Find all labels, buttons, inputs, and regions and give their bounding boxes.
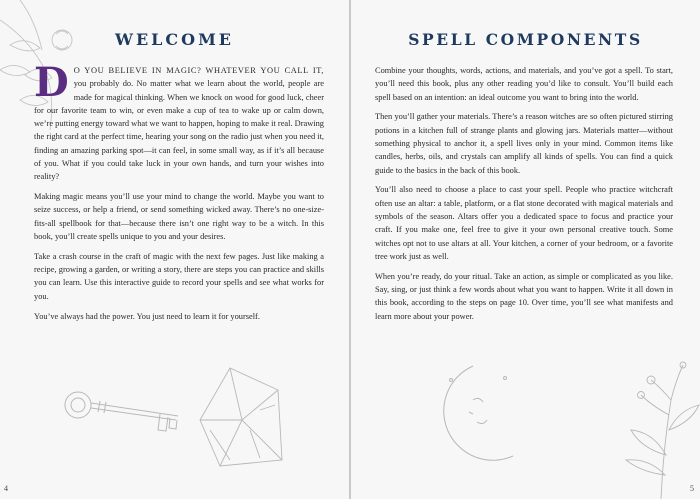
right-body-text [375, 64, 673, 329]
left-body-text [34, 59, 325, 329]
left-page [0, 0, 349, 499]
drop-cap: D [34, 59, 69, 106]
intro-small-caps: O YOU BELIEVE IN MAGIC? WHATEVER YOU CALL IT, [73, 66, 324, 75]
page-number: 4 [4, 484, 8, 493]
paragraph: Making magic means you’ll use your mind to change the world. Maybe you want to seize success, or help a friend, or send something wicked away. There’s no one-size-fits-all spellbook for that—because there isn’t one right way to be a witch. In this book, you’ll create spells unique to you and your desires. [34, 192, 324, 242]
paragraph: Take a crash course in the craft of magic with the next few pages. Just like making a recipe, growing a garden, or writing a story, there are steps you can practice and skills you can learn. Use this interactive guide to record your spells and see what works for you. [34, 251, 324, 301]
paragraph [34, 59, 325, 184]
paragraph: You’ve always had the power. You just need to learn it for yourself. [34, 311, 260, 321]
right-page [351, 0, 700, 499]
paragraph: Then you’ll gather your materials. There’s a reason witches are so often pictured stirring potions in a kitchen full of strange plants and glowing jars. Materials matter—without something physical to anchor it, a spell lives only in your mind. Common items like candles, herbs, oils, and crystals can amplify all kinds of spells. You can find a quick guide to the basics in the back of this book. [375, 112, 673, 175]
paragraph: When you’re ready, do your ritual. Take an action, as simple or complicated as you like. Say, sing, or just think a few words about what you want to happen. Write it all down in this book, according to the steps on page 10. Over time, you’ll see what manifests and learn more about your power. [375, 271, 673, 321]
botanical-stem-icon [621, 360, 700, 499]
page-number: 5 [690, 484, 694, 493]
page-heading-spell-components: SPELL COMPONENTS [408, 30, 643, 49]
spine-gutter [349, 0, 351, 499]
paragraph: You’ll also need to choose a place to cast your spell. People who practice witchcraft often use an altar: a table, platform, or a flat stone decorated with magical materials and symbols of the season. Altars offer you a dedicated space to focus and practice your craft. If you make one, feel free to give it your own personal creative touch. Some witches opt not to use altars at all. Your kitchen, a corner of your bedroom, or a favorite tree work just as well. [375, 185, 673, 261]
crystal-icon [190, 360, 290, 470]
paragraph-text: you probably do. No matter what we learn about the world, people are made for magical thinking. When we knock on wood for good luck, cheer for our favorite team to win, or even make a cup of tea to wake up or calm down, we’re putting energy toward what we want to happen, hoping to make it real. Drawing the right card at the perfect time, hearing your song on the radio just when you need it, finding an amazing parking spot—it can feel, in some small way, as if it’s all because of you. What if you could take luck in your own hands, and turn your wishes into reality? [34, 79, 325, 182]
crescent-moon-face-icon [443, 360, 523, 470]
skeleton-key-icon [60, 370, 190, 440]
paragraph: Combine your thoughts, words, actions, and materials, and you’ve got a spell. To start, you’ll need this book, plus any other reading you’d like to consult. You’ll build each spell based on an intention: an ideal outcome you want to bring into the world. [375, 66, 673, 102]
page-heading-welcome: WELCOME [115, 30, 234, 49]
